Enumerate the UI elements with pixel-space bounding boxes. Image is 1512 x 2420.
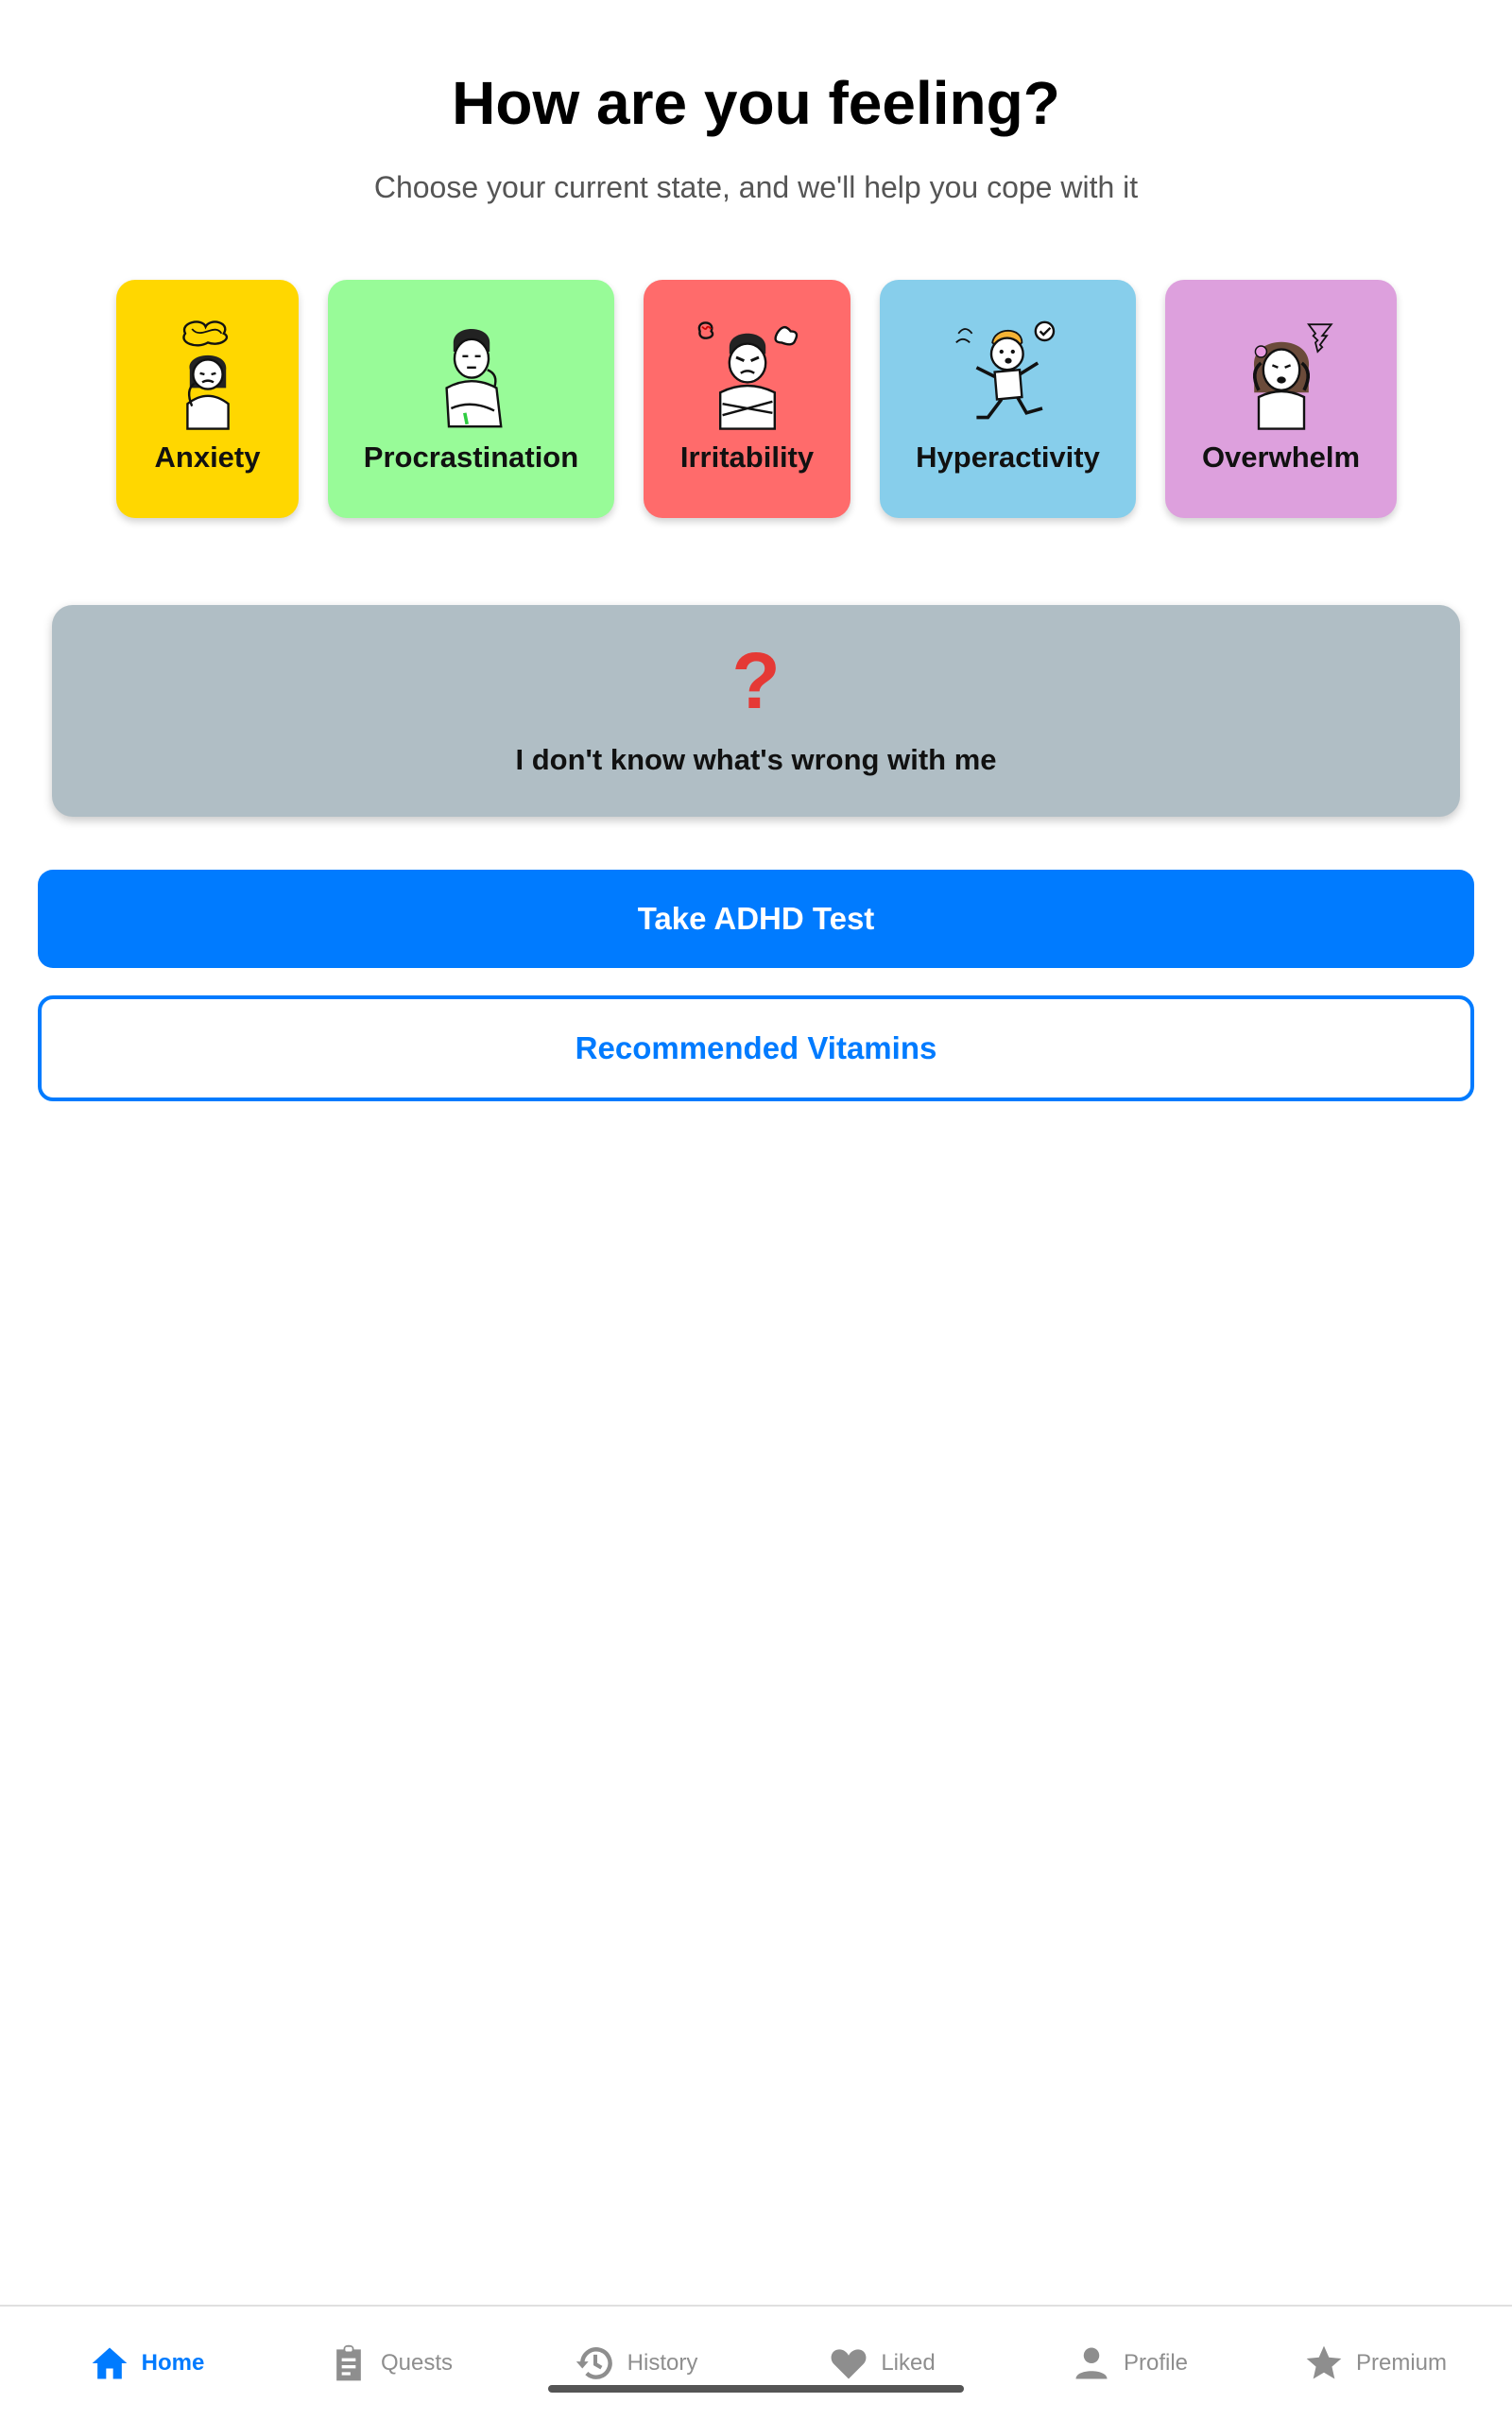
history-icon (575, 2342, 616, 2384)
star-icon (1303, 2342, 1345, 2384)
mood-label: Hyperactivity (916, 441, 1100, 474)
mood-card-irritability[interactable] (644, 280, 850, 518)
mood-card-anxiety[interactable] (116, 280, 299, 518)
anxious-person-illustration (151, 318, 265, 431)
mood-label: Overwhelm (1201, 441, 1361, 474)
mood-label: Irritability (679, 441, 815, 474)
mood-label: Anxiety (154, 441, 261, 474)
overwhelmed-person-illustration (1225, 318, 1338, 431)
nav-item-profile[interactable] (1021, 2307, 1238, 2420)
unknown-feeling-card[interactable] (52, 605, 1460, 817)
heart-icon (828, 2342, 869, 2384)
question-mark-icon: ? (731, 636, 781, 725)
mood-card-procrastination[interactable] (328, 280, 614, 518)
bottom-nav (0, 2305, 1512, 2420)
unknown-feeling-label: I don't know what's wrong with me (515, 743, 997, 776)
nav-label: Liked (881, 2350, 936, 2376)
nav-label: History (627, 2350, 698, 2376)
nav-label: Premium (1355, 2350, 1447, 2376)
bored-person-illustration (415, 318, 528, 431)
nav-item-history[interactable] (527, 2307, 745, 2420)
nav-item-home[interactable] (38, 2307, 255, 2420)
clipboard-icon (328, 2342, 369, 2384)
nav-label: Profile (1123, 2350, 1189, 2376)
recommended-vitamins-button[interactable]: Recommended Vitamins (38, 995, 1474, 1101)
page-subtitle: Choose your current state, and we'll help you cope with it (373, 170, 1139, 204)
person-icon (1071, 2342, 1112, 2384)
nav-label: Quests (380, 2350, 454, 2376)
home-icon (89, 2342, 130, 2384)
nav-label: Home (141, 2350, 205, 2376)
nav-item-premium[interactable] (1266, 2307, 1484, 2420)
nav-item-liked[interactable] (773, 2307, 990, 2420)
angry-person-illustration (691, 318, 804, 431)
mood-card-overwhelm[interactable] (1165, 280, 1397, 518)
home-indicator[interactable] (548, 2385, 964, 2393)
running-person-illustration (952, 318, 1065, 431)
page-title: How are you feeling? (452, 69, 1060, 137)
mood-card-hyperactivity[interactable] (880, 280, 1136, 518)
mood-label: Procrastination (363, 441, 579, 474)
nav-item-quests[interactable] (282, 2307, 499, 2420)
take-adhd-test-button[interactable]: Take ADHD Test (38, 870, 1474, 968)
mood-options (0, 280, 1512, 518)
